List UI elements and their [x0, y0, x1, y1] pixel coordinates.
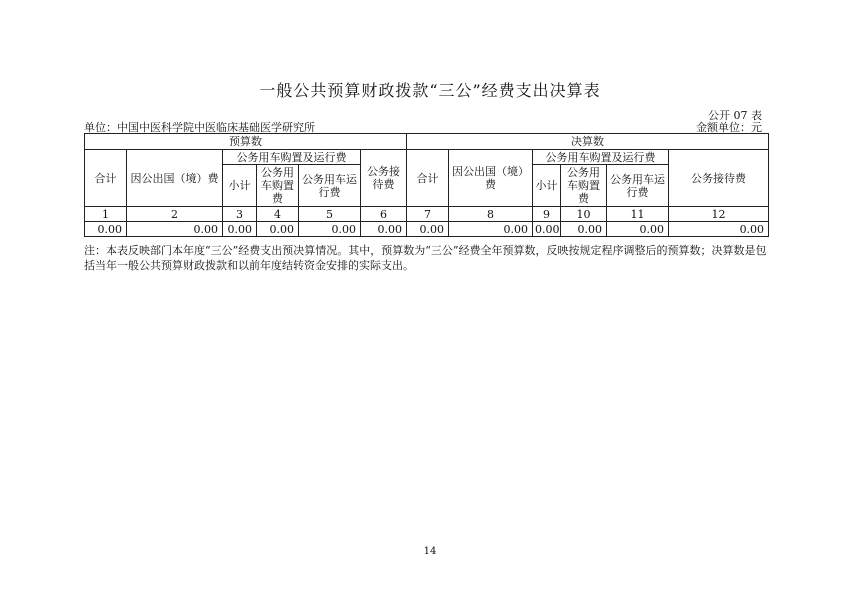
col-number: 9 [533, 207, 561, 222]
header-reception-budget: 公务接待费 [361, 150, 407, 207]
budget-header: 预算数 [85, 134, 407, 150]
value-cell: 0.00 [533, 222, 561, 237]
header-reception-final: 公务接待费 [669, 150, 769, 207]
col-number: 12 [669, 207, 769, 222]
amount-unit-label: 金额单位：元 [696, 121, 762, 134]
unit-label: 单位：中国中医科学院中医临床基础医学研究所 [84, 121, 315, 134]
header-vehicle-running-final: 公务用车运行费 [607, 165, 669, 207]
value-cell: 0.00 [299, 222, 361, 237]
page-number: 14 [423, 546, 437, 557]
value-cell: 0.00 [127, 222, 223, 237]
col-number: 7 [407, 207, 449, 222]
header-abroad-budget: 因公出国（境）费 [127, 150, 223, 207]
col-number: 11 [607, 207, 669, 222]
value-cell: 0.00 [361, 222, 407, 237]
header-vehicle-purchase-budget: 公务用车购置费 [257, 165, 299, 207]
header-abroad-final: 因公出国（境）费 [449, 150, 533, 207]
header-vehicle-purchase-final: 公务用车购置费 [561, 165, 607, 207]
header-vehicle-group-budget: 公务用车购置及运行费 [223, 150, 361, 165]
table-row [85, 222, 769, 237]
final-header: 决算数 [407, 134, 769, 150]
value-cell: 0.00 [223, 222, 257, 237]
form-number: 公开 07 表 [708, 109, 762, 122]
table-note: 注：本表反映部门本年度“三公”经费支出预决算情况。其中，预算数为“三公”经费全年预算数，反映按规定程序调整后的预算数；决算数是包括当年一般公共预算财政拨款和以前年度结转资金安排的实际支出。 [84, 244, 767, 272]
col-number: 2 [127, 207, 223, 222]
col-number: 3 [223, 207, 257, 222]
header-total-final: 合计 [407, 150, 449, 207]
header-subtotal-budget: 小计 [223, 165, 257, 207]
value-cell: 0.00 [257, 222, 299, 237]
value-cell: 0.00 [561, 222, 607, 237]
col-number: 8 [449, 207, 533, 222]
value-cell: 0.00 [407, 222, 449, 237]
col-number: 6 [361, 207, 407, 222]
col-number: 1 [85, 207, 127, 222]
col-number: 4 [257, 207, 299, 222]
three-public-expenses-table [84, 133, 769, 237]
value-cell: 0.00 [449, 222, 533, 237]
header-vehicle-group-final: 公务用车购置及运行费 [533, 150, 669, 165]
value-cell: 0.00 [607, 222, 669, 237]
col-number: 5 [299, 207, 361, 222]
header-subtotal-final: 小计 [533, 165, 561, 207]
col-number: 10 [561, 207, 607, 222]
column-number-row [85, 207, 769, 222]
header-total-budget: 合计 [85, 150, 127, 207]
value-cell: 0.00 [669, 222, 769, 237]
value-cell: 0.00 [85, 222, 127, 237]
document-title: 一般公共预算财政拨款“三公”经费支出决算表 [259, 81, 601, 100]
header-vehicle-running-budget: 公务用车运行费 [299, 165, 361, 207]
